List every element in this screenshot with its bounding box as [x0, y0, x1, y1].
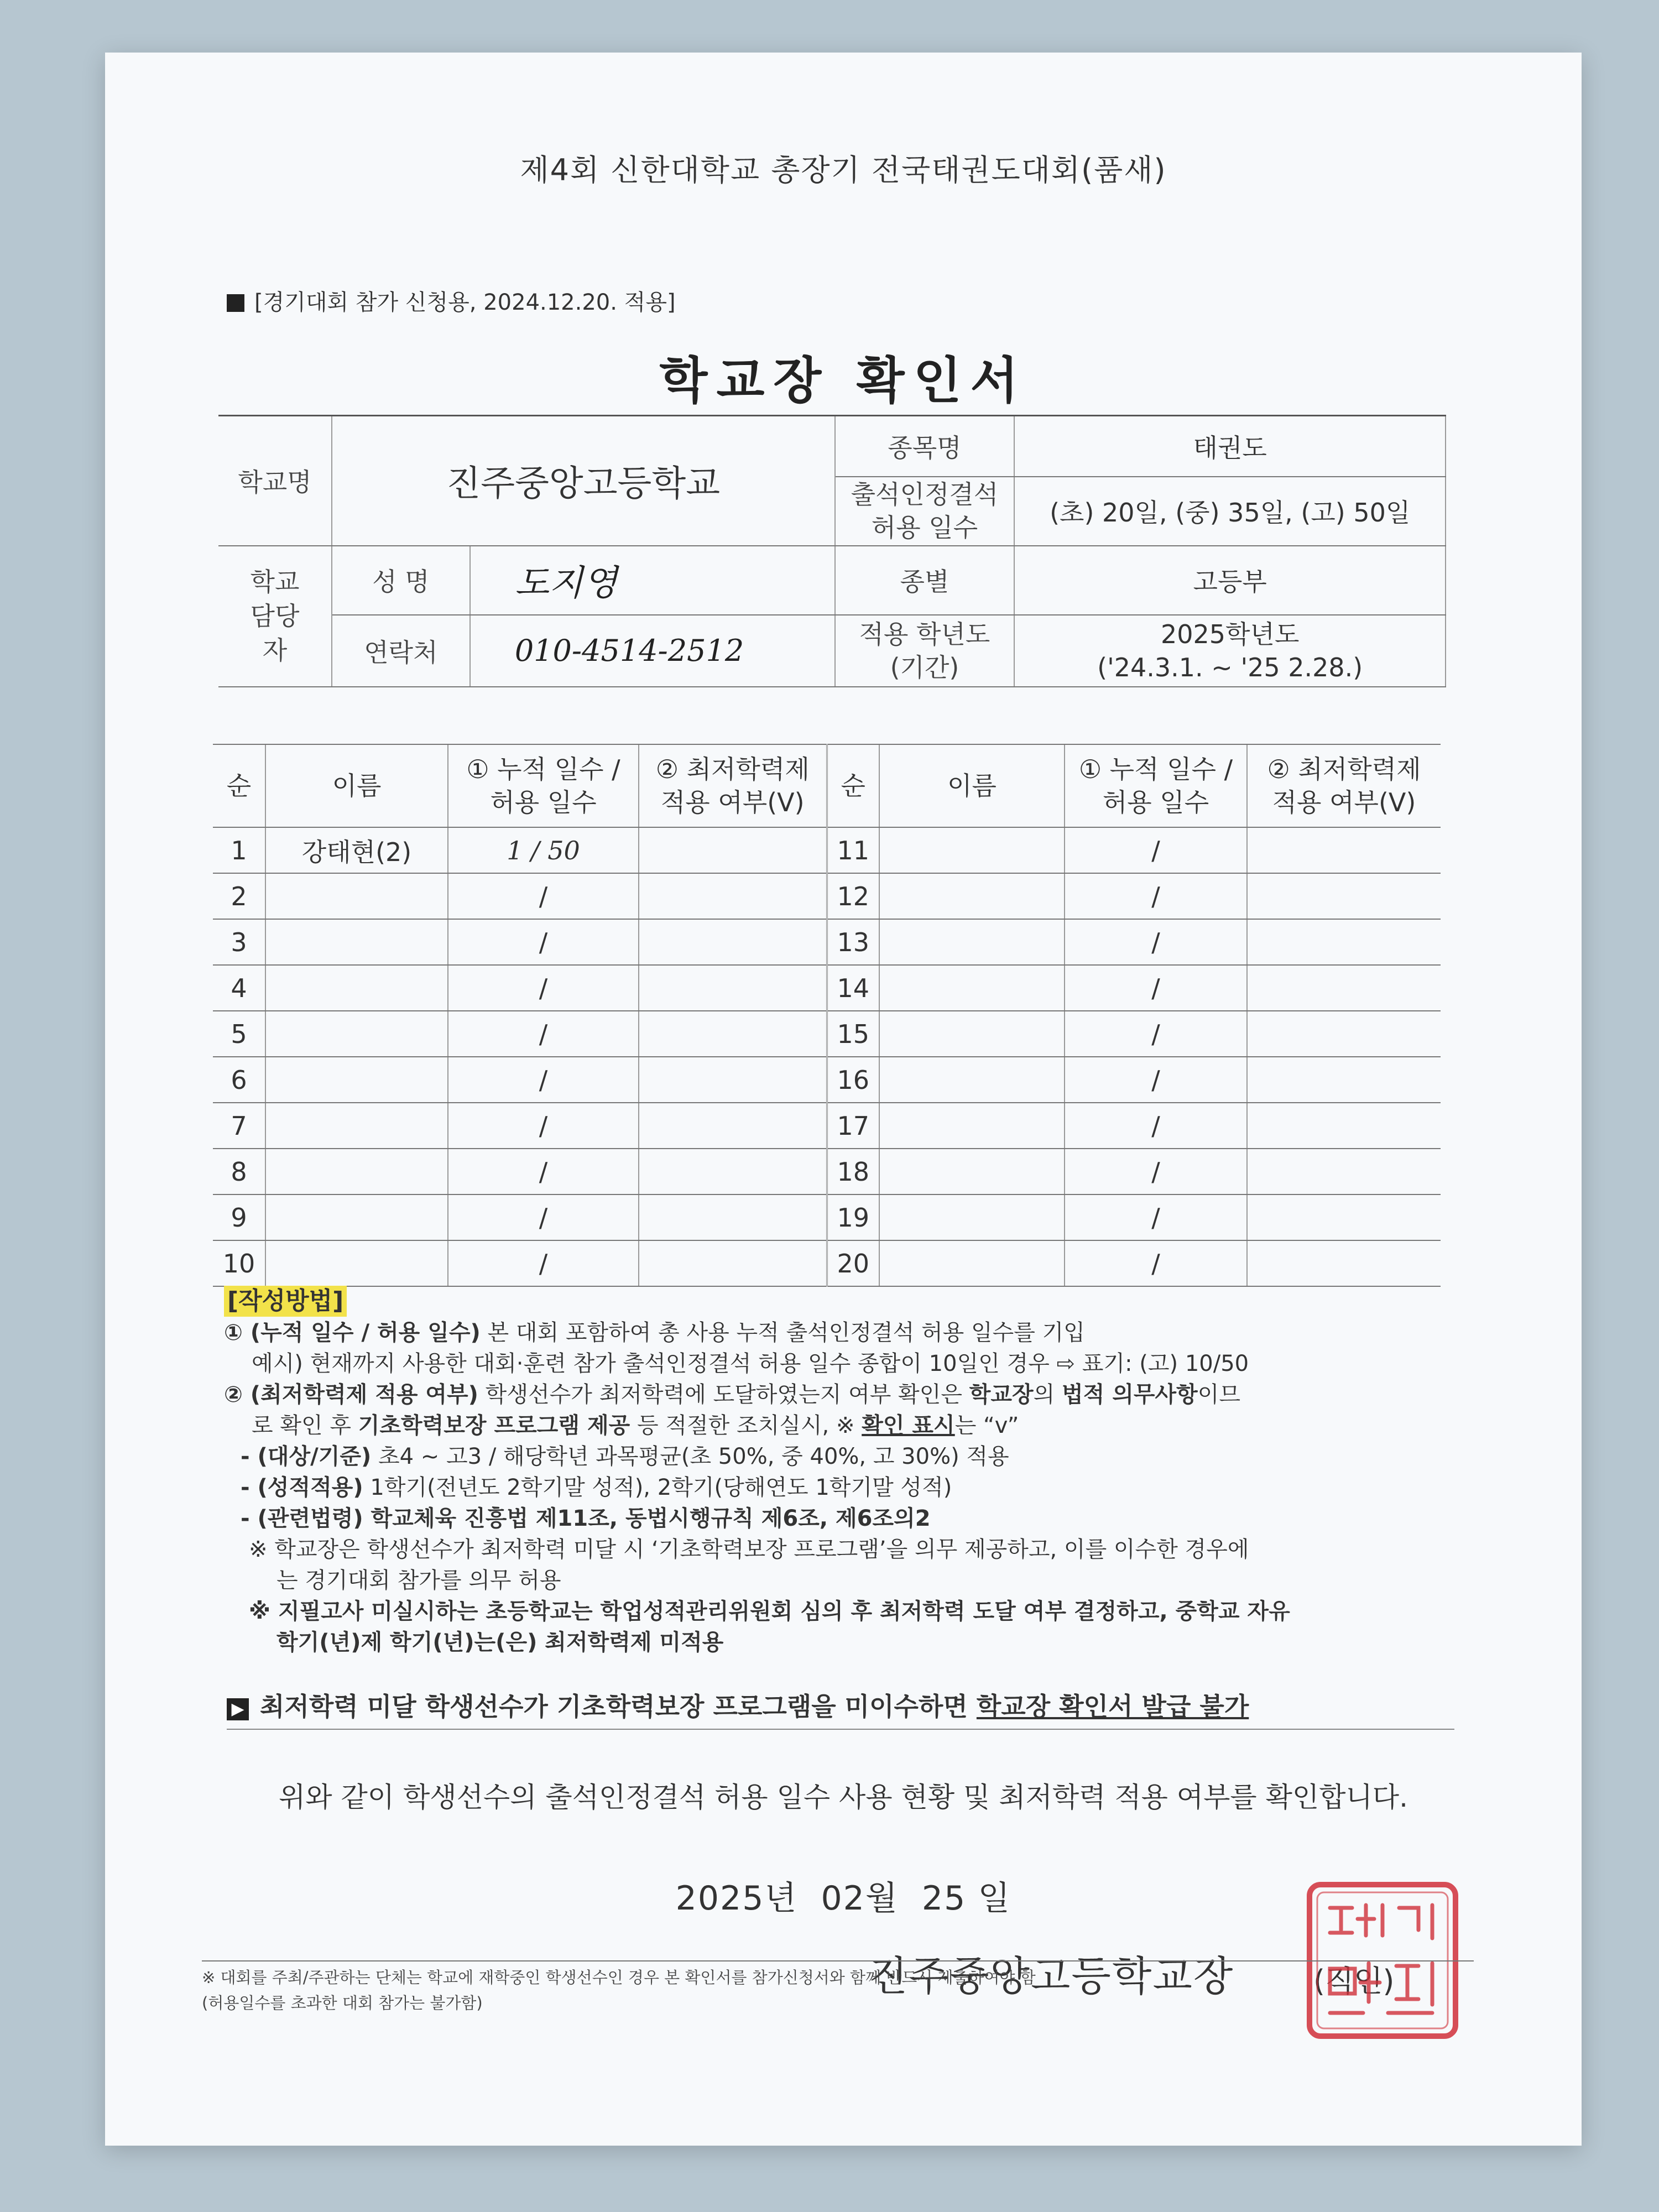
- apply-note-text: [경기대회 참가 신청용, 2024.12.20. 적용]: [254, 290, 676, 315]
- school-label: 학교명: [218, 416, 332, 546]
- student-name-cell: [265, 873, 448, 919]
- student-name-cell: [265, 1057, 448, 1103]
- student-days-cell: /: [1065, 1103, 1247, 1149]
- student-name-cell: [265, 1149, 448, 1194]
- student-flag-cell: [1247, 1194, 1441, 1240]
- student-name-cell: [879, 1149, 1065, 1194]
- document-paper: [105, 53, 1582, 2146]
- student-no-cell: 9: [213, 1194, 265, 1240]
- student-no-cell: 4: [213, 965, 265, 1011]
- student-table: [213, 744, 1441, 1287]
- division-label: 종별: [835, 546, 1015, 615]
- event-title: 제4회 신한대학교 총장기 전국태권도대회(품새): [520, 153, 1167, 187]
- student-no-cell: 11: [827, 827, 879, 873]
- table-row: [213, 1103, 1441, 1149]
- student-name-cell: [265, 1194, 448, 1240]
- student-days-cell: /: [1065, 1240, 1247, 1286]
- arrow-box-icon: ▶: [227, 1698, 249, 1720]
- table-row: [213, 827, 1441, 873]
- header-days: ① 누적 일수 / 허용 일수: [1065, 744, 1247, 827]
- student-days-cell: /: [1065, 1057, 1247, 1103]
- student-flag-cell: [1247, 1149, 1441, 1194]
- student-no-cell: 2: [213, 873, 265, 919]
- issue-date: 2025년 02월 25 일: [675, 1879, 1011, 1918]
- division-value: 고등부: [1014, 546, 1446, 615]
- method-note-2: ※ 지필고사 미실시하는 초등학교는 학업성적관리위원회 심의 후 최저학력 도달 여부 결정하고, 중학교 자유: [249, 1599, 1290, 1624]
- student-no-cell: 16: [827, 1057, 879, 1103]
- method-item-2: ② (최저학력제 적용 여부) 학생선수가 최저학력에 도달하였는지 여부 확인은 학교장의 법적 의무사항이므: [224, 1382, 1241, 1407]
- student-days-cell: /: [1065, 1149, 1247, 1194]
- student-days-cell: /: [1065, 1011, 1247, 1057]
- student-name-cell: [879, 1103, 1065, 1149]
- student-no-cell: 14: [827, 965, 879, 1011]
- method-sub-law: - (관련법령) 학교체육 진흥법 제11조, 동법시행규칙 제6조, 제6조의2: [241, 1506, 931, 1531]
- method-section: [224, 1286, 1457, 1658]
- student-no-cell: 17: [827, 1103, 879, 1149]
- student-no-cell: 8: [213, 1149, 265, 1194]
- contact-handwritten: 010-4514-2512: [470, 615, 835, 687]
- header-no: 순: [827, 744, 879, 827]
- student-name-cell: [879, 873, 1065, 919]
- student-name-cell: [879, 919, 1065, 965]
- method-item-2-line2: 로 확인 후 기초학력보장 프로그램 제공 등 적절한 조치실시, ※ 확인 표시는 “v”: [252, 1413, 1019, 1438]
- absence-value: (초) 20일, (중) 35일, (고) 50일: [1014, 477, 1446, 546]
- header-flag: ② 최저학력제 적용 여부(V): [1247, 744, 1441, 827]
- footnote-line-1: ※ 대회를 주최/주관하는 단체는 학교에 재학중인 학생선수인 경우 본 확인서를 참가신청서와 함께 반드시 제출하여야 함: [202, 1968, 1036, 1987]
- table-row: [213, 873, 1441, 919]
- student-no-cell: 15: [827, 1011, 879, 1057]
- student-flag-cell: [639, 1057, 827, 1103]
- student-days-cell: /: [448, 1240, 639, 1286]
- student-flag-cell: [1247, 1011, 1441, 1057]
- student-days-cell: /: [448, 1103, 639, 1149]
- student-no-cell: 20: [827, 1240, 879, 1286]
- footnote-line-2: (허용일수를 초과한 대회 참가는 불가함): [202, 1994, 483, 2012]
- absence-label: 출석인정결석 허용 일수: [835, 477, 1015, 546]
- table-row: [213, 1240, 1441, 1286]
- student-no-cell: 13: [827, 919, 879, 965]
- event-label: 종목명: [835, 416, 1015, 477]
- table-row: [213, 1057, 1441, 1103]
- student-days-cell: /: [1065, 1194, 1247, 1240]
- table-row: [213, 1011, 1441, 1057]
- warning-emphasis: 학교장 확인서 발급 불가: [976, 1692, 1249, 1721]
- contact-label: 연락처: [332, 615, 470, 687]
- student-name-cell: [265, 1011, 448, 1057]
- student-table-body: [213, 827, 1441, 1286]
- header-flag: ② 최저학력제 적용 여부(V): [639, 744, 827, 827]
- student-flag-cell: [1247, 919, 1441, 965]
- info-table: [218, 415, 1446, 687]
- table-row: [213, 1194, 1441, 1240]
- square-bullet-icon: [227, 294, 244, 312]
- student-name-cell: [265, 1103, 448, 1149]
- student-flag-cell: [639, 873, 827, 919]
- student-days-cell: /: [448, 965, 639, 1011]
- confirmation-statement: 위와 같이 학생선수의 출석인정결석 허용 일수 사용 현황 및 최저학력 적용 여부를 확인합니다.: [278, 1781, 1408, 1813]
- student-flag-cell: [1247, 873, 1441, 919]
- method-note-2b: 학기(년)제 학기(년)는(은) 최저학력제 미적용: [276, 1630, 724, 1655]
- student-name-cell: [879, 827, 1065, 873]
- student-flag-cell: [1247, 1057, 1441, 1103]
- student-days-cell: /: [1065, 827, 1247, 873]
- header-name: 이름: [879, 744, 1065, 827]
- method-item-1-example: 예시) 현재까지 사용한 대회·훈련 참가 출석인정결석 허용 일수 종합이 10일인 경우 ⇨ 표기: (고) 10/50: [252, 1351, 1249, 1376]
- warning-text: 최저학력 미달 학생선수가 기초학력보장 프로그램을 미이수하면: [260, 1692, 977, 1721]
- method-note-1: ※ 학교장은 학생선수가 최저학력 미달 시 ‘기초학력보장 프로그램’을 의무 제공하고, 이를 이수한 경우에: [249, 1537, 1249, 1562]
- student-days-cell: /: [1065, 873, 1247, 919]
- student-flag-cell: [1247, 827, 1441, 873]
- student-name-cell: [265, 965, 448, 1011]
- student-name-cell: [879, 965, 1065, 1011]
- method-sub-target: - (대상/기준) 초4 ~ 고3 / 해당학년 과목평균(초 50%, 중 40%, 고 30%) 적용: [241, 1444, 1009, 1469]
- student-flag-cell: [639, 965, 827, 1011]
- student-name-cell: [879, 1240, 1065, 1286]
- student-no-cell: 6: [213, 1057, 265, 1103]
- table-row: [213, 919, 1441, 965]
- method-item-1: ① (누적 일수 / 허용 일수) 본 대회 포함하여 총 사용 누적 출석인정결석 허용 일수를 기입: [224, 1320, 1085, 1345]
- student-no-cell: 10: [213, 1240, 265, 1286]
- student-days-cell: /: [448, 1194, 639, 1240]
- warning-line: [227, 1687, 1454, 1730]
- student-no-cell: 18: [827, 1149, 879, 1194]
- student-name-cell: [265, 919, 448, 965]
- apply-note: [227, 285, 676, 316]
- footnote: [202, 1960, 1474, 2016]
- header-days: ① 누적 일수 / 허용 일수: [448, 744, 639, 827]
- student-days-cell: /: [448, 1057, 639, 1103]
- header-name: 이름: [265, 744, 448, 827]
- method-heading: [작성방법]: [224, 1286, 347, 1317]
- student-name-cell: 강태현(2): [265, 827, 448, 873]
- table-row: [213, 965, 1441, 1011]
- principal-title: 진주중앙고등학교장: [868, 1953, 1234, 2000]
- header-no: 순: [213, 744, 265, 827]
- event-value: 태권도: [1014, 416, 1446, 477]
- student-name-cell: [265, 1240, 448, 1286]
- student-flag-cell: [639, 1149, 827, 1194]
- year-period: ('24.3.1. ~ '25 2.28.): [1097, 652, 1363, 682]
- student-no-cell: 1: [213, 827, 265, 873]
- student-no-cell: 7: [213, 1103, 265, 1149]
- student-name-cell: [879, 1011, 1065, 1057]
- manager-label: 학교 담당자: [218, 546, 332, 687]
- student-days-cell: /: [448, 919, 639, 965]
- student-days-cell: /: [1065, 965, 1247, 1011]
- name-label: 성 명: [332, 546, 470, 615]
- student-days-cell: /: [448, 1011, 639, 1057]
- student-name-cell: [879, 1194, 1065, 1240]
- student-days-cell: /: [1065, 919, 1247, 965]
- student-flag-cell: [639, 827, 827, 873]
- student-no-cell: 5: [213, 1011, 265, 1057]
- student-flag-cell: [639, 1240, 827, 1286]
- student-flag-cell: [1247, 1240, 1441, 1286]
- year-cell: [1014, 615, 1446, 687]
- seal-label: (직인): [1313, 1964, 1395, 1999]
- student-no-cell: 19: [827, 1194, 879, 1240]
- manager-name-handwritten: 도지영: [470, 546, 835, 615]
- student-days-cell: /: [448, 1149, 639, 1194]
- school-name: 진주중앙고등학교: [332, 416, 835, 546]
- student-flag-cell: [1247, 965, 1441, 1011]
- method-note-1b: 는 경기대회 참가를 의무 허용: [276, 1568, 561, 1593]
- student-days-cell: /: [448, 873, 639, 919]
- student-flag-cell: [1247, 1103, 1441, 1149]
- method-sub-grades: - (성적적용) 1학기(전년도 2학기말 성적), 2학기(당해연도 1학기말 성적): [241, 1475, 952, 1500]
- student-flag-cell: [639, 1194, 827, 1240]
- document-title: 학교장 확인서: [659, 352, 1027, 410]
- table-row: [213, 1149, 1441, 1194]
- student-flag-cell: [639, 919, 827, 965]
- student-name-cell: [879, 1057, 1065, 1103]
- year-value: 2025학년도: [1161, 619, 1300, 649]
- student-no-cell: 12: [827, 873, 879, 919]
- year-label: 적용 학년도 (기간): [835, 615, 1015, 687]
- student-days-cell: 1 / 50: [448, 827, 639, 873]
- student-flag-cell: [639, 1011, 827, 1057]
- student-flag-cell: [639, 1103, 827, 1149]
- student-no-cell: 3: [213, 919, 265, 965]
